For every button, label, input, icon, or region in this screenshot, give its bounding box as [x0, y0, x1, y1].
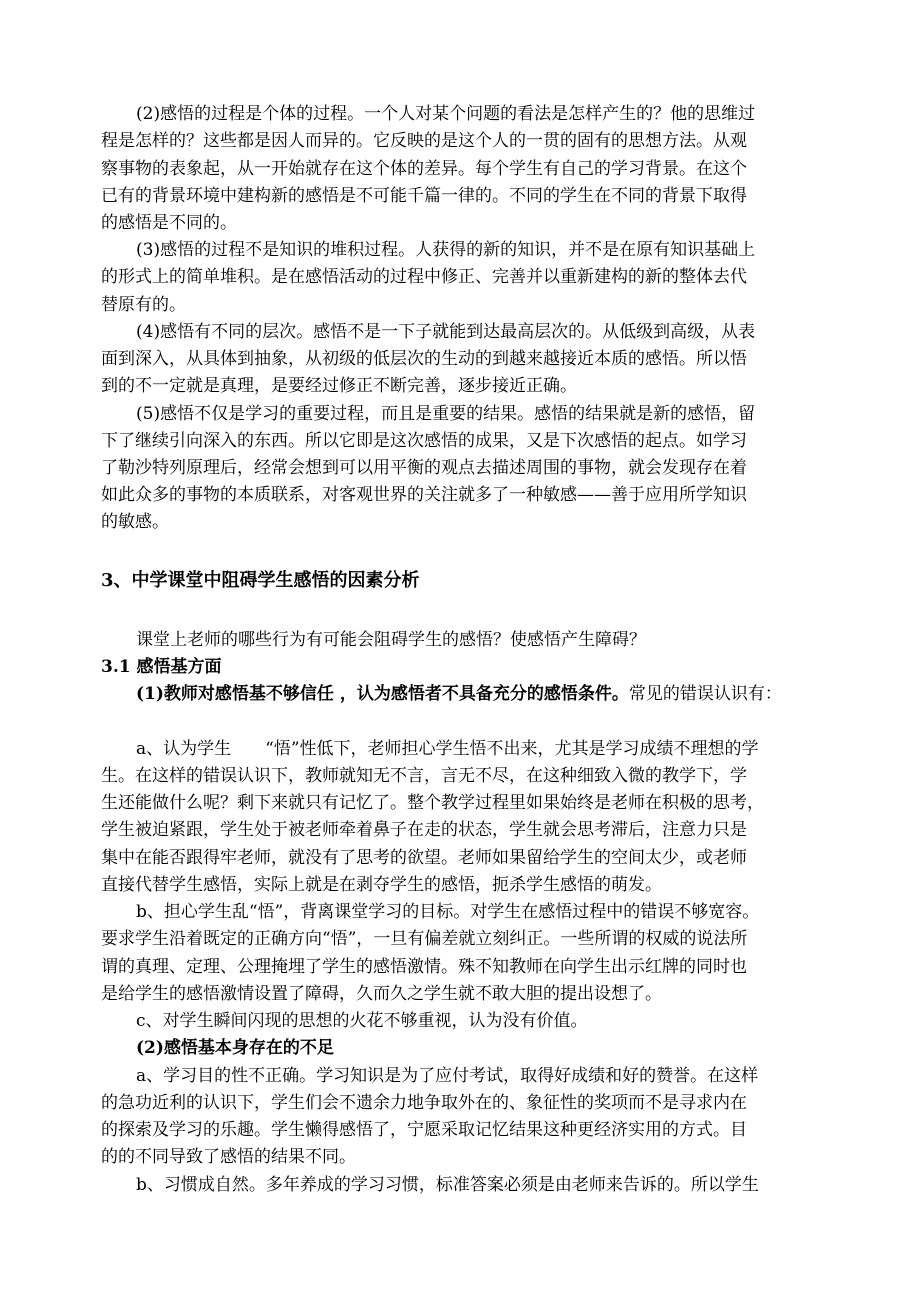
text-line [101, 1120, 747, 1140]
line-text: 已有的背景环境中建构新的感悟是不可能千篇一律的。不同的学生在不同的背景下取得 [101, 186, 747, 206]
line-text: b、担心学生乱“悟”，背离课堂学习的目标。对学生在感悟过程中的错误不够宽容。 [136, 902, 760, 922]
text-line [101, 848, 747, 868]
text-line [101, 159, 747, 179]
text-line [101, 458, 747, 478]
line-text: c、对学生瞬间闪现的思想的火花不够重视，认为没有价值。 [136, 1011, 588, 1031]
text-line [136, 1066, 758, 1086]
line-text: 集中在能否跟得牢老师，就没有了思考的欲望。老师如果留给学生的空间太少，或老师 [101, 848, 747, 868]
line-text: (5)感悟不仅是学习的重要过程，而且是重要的结果。感悟的结果就是新的感悟，留 [136, 404, 756, 424]
section-heading [101, 571, 420, 591]
text-line [136, 902, 759, 922]
line-text: 要求学生沿着既定的正确方向“悟”，一旦有偏差就立刻纠正。一些所谓的权威的说法所 [101, 929, 748, 949]
text-line [101, 431, 747, 451]
line-text: 面到深入，从具体到抽象，从初级的低层次的生动的到越来越接近本质的感悟。所以悟 [101, 349, 747, 369]
line-text: 学生被迫紧跟，学生处于被老师牵着鼻子在走的状态，学生就会思考滞后，注意力只是 [101, 820, 747, 840]
subsection-heading [101, 657, 222, 677]
text-line [101, 186, 747, 206]
text-line [136, 1011, 588, 1031]
text-line [101, 984, 662, 1004]
text-line [101, 875, 662, 895]
line-text: 的感悟是不同的。 [101, 213, 237, 233]
line-text: 下了继续引向深入的东西。所以它即是这次感悟的成果，又是下次感悟的起点。如学习 [101, 431, 747, 451]
line-text: a、认为学生 “悟”性低下，老师担心学生悟不出来，尤其是学习成绩不理想的学 [136, 739, 759, 759]
text-line [136, 240, 755, 260]
line-text: 3、中学课堂中阻碍学生感悟的因素分析 [101, 570, 420, 591]
line-text: b、习惯成自然。多年养成的学习习惯，标准答案必须是由老师来告诉的。所以学生 [136, 1175, 759, 1195]
text-line [136, 404, 755, 424]
text-line [101, 766, 747, 786]
text-line [101, 1093, 747, 1113]
line-text: 的敏感。 [101, 512, 169, 532]
text-line [101, 295, 186, 315]
line-text: (3)感悟的过程不是知识的堆积过程。人获得的新的知识，并不是在原有知识基础上 [136, 240, 756, 260]
text-line [136, 739, 759, 759]
text-line [101, 349, 747, 369]
text-line [101, 131, 747, 151]
line-text: a、学习目的性不正确。学习知识是为了应付考试，取得好成绩和好的赞誉。在这样 [136, 1066, 759, 1086]
text-line [101, 957, 747, 977]
text-line [136, 1175, 759, 1195]
line-text: 直接代替学生感悟，实际上就是在剥夺学生的感悟，扼杀学生感悟的萌发。 [101, 875, 662, 895]
text-line [101, 793, 764, 813]
text-line [101, 376, 577, 396]
line-text: 谓的真理、定理、公理掩埋了学生的感悟激情。殊不知教师在向学生出示红牌的同时也 [101, 957, 747, 977]
line-text: 的形式上的简单堆积。是在感悟活动的过程中修正、完善并以重新建构的新的整体去代 [101, 267, 747, 287]
line-text: 生。在这样的错误认识下，教师就知无不言，言无不尽，在这种细致入微的教学下，学 [101, 766, 747, 786]
line-text: 如此众多的事物的本质联系，对客观世界的关注就多了一种敏感——善于应用所学知识 [101, 485, 747, 505]
line-text: 的的不同导致了感悟的结果不同。 [101, 1147, 356, 1167]
line-text: (2)感悟的过程是个体的过程。一个人对某个问题的看法是怎样产生的？他的思维过 [136, 104, 756, 124]
text-line [101, 267, 747, 287]
line-text: 3.1 感悟基方面 [101, 657, 222, 677]
line-text: 了勒沙特列原理后，经常会想到可以用平衡的观点去描述周围的事物，就会发现存在着 [101, 458, 747, 478]
line-text: 是给学生的感悟激情设置了障碍，久而久之学生就不敢大胆的提出设想了。 [101, 984, 662, 1004]
text-line [101, 929, 747, 949]
text-line [101, 820, 747, 840]
line-text: 察事物的表象起，从一开始就存在这个体的差异。每个学生有自己的学习背景。在这个 [101, 159, 747, 179]
line-text: (1)教师对感悟基不够信任 ，认为感悟者不具备充分的感悟条件。 [136, 684, 629, 704]
text-line [101, 1147, 356, 1167]
line-text: 生还能做什么呢？剩下来就只有记忆了。整个教学过程里如果始终是老师在积极的思考， [101, 793, 764, 813]
line-text: 到的不一定就是真理，是要经过修正不断完善，逐步接近正确。 [101, 376, 577, 396]
text-line [136, 630, 646, 650]
text-line [101, 485, 747, 505]
line-text: 替原有的。 [101, 295, 186, 315]
line-text: (4)感悟有不同的层次。感悟不是一下子就能到达最高层次的。从低级到高级，从表 [136, 322, 756, 342]
line-text: (2)感悟基本身存在的不足 [136, 1038, 334, 1058]
line-text: 程是怎样的？这些都是因人而异的。它反映的是这个人的一贯的固有的思想方法。从观 [101, 131, 747, 151]
line-tail-text: 常见的错误认识有： [628, 684, 782, 704]
text-line [101, 213, 237, 233]
text-line [136, 1038, 334, 1058]
line-text: 的急功近利的认识下，学生们会不遗余力地争取外在的、象征性的奖项而不是寻求内在 [101, 1093, 747, 1113]
text-line [136, 322, 755, 342]
text-line [136, 684, 782, 704]
line-text: 的探索及学习的乐趣。学生懒得感悟了，宁愿采取记忆结果这种更经济实用的方式。目 [101, 1120, 747, 1140]
text-line [101, 512, 169, 532]
line-text: 课堂上老师的哪些行为有可能会阻碍学生的感悟？使感悟产生障碍？ [136, 630, 646, 650]
text-line [136, 104, 755, 124]
